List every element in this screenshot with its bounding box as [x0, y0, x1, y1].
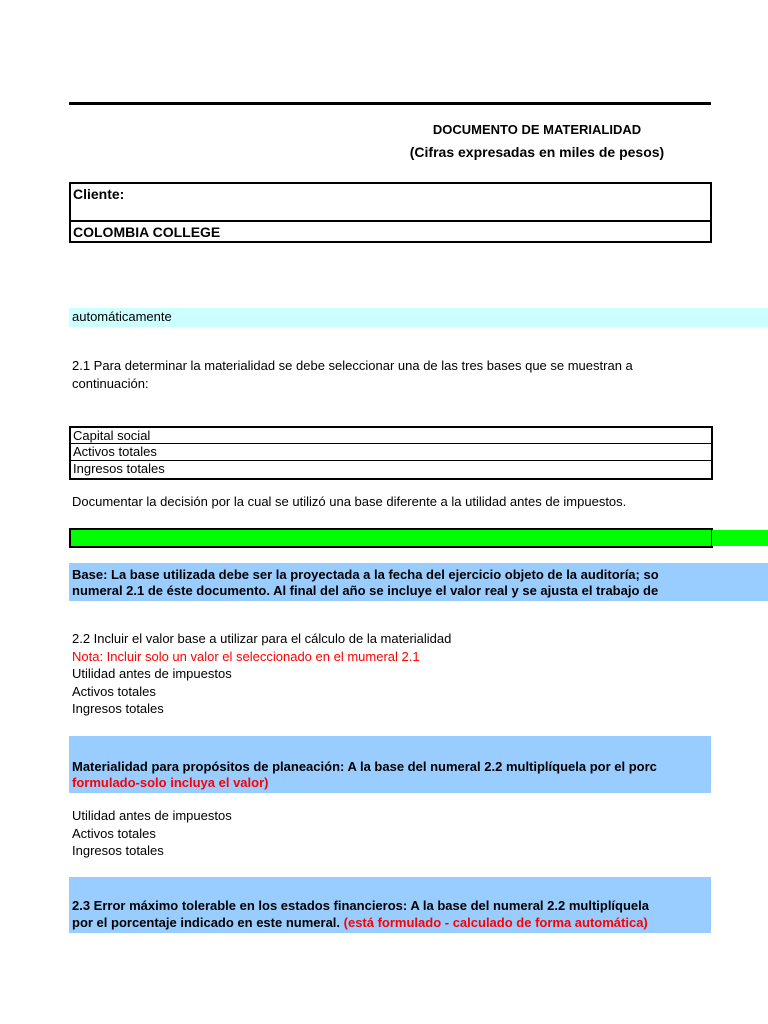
client-name[interactable]: COLOMBIA COLLEGE: [73, 224, 221, 240]
section-2-1-text-line1: 2.1 Para determinar la materialidad se debe seleccionar una de las tres bases que se muestran a: [72, 358, 633, 373]
decision-input-cell[interactable]: [69, 528, 713, 548]
section-2-1-text-line2: continuación:: [72, 376, 149, 391]
planning-box: [69, 736, 711, 793]
top-rule: [69, 102, 711, 105]
base-option-ingresos[interactable]: Ingresos totales: [73, 461, 165, 476]
bases-row-divider: [71, 443, 711, 444]
base-info-line2: numeral 2.1 de éste documento. Al final del año se incluye el valor real y se ajusta el trabajo de: [72, 583, 659, 598]
client-box: [69, 182, 712, 243]
document-title: DOCUMENTO DE MATERIALIDAD: [432, 122, 642, 137]
planning-line1: Materialidad para propósitos de planeación: A la base del numeral 2.2 multiplíquela por el porc: [72, 759, 657, 774]
auto-note-text: automáticamente: [72, 309, 172, 324]
base-info-extension: [711, 563, 768, 601]
bases-table: [69, 426, 713, 480]
section-2-3-line1: 2.3 Error máximo tolerable en los estados financieros: A la base del numeral 2.2 multiplíquela: [72, 898, 650, 913]
value-item-ingresos[interactable]: Ingresos totales: [72, 701, 164, 716]
section-2-2-line1: 2.2 Incluir el valor base a utilizar para el cálculo de la materialidad: [72, 631, 452, 646]
client-divider: [71, 220, 710, 222]
auto-note-bar: [69, 308, 768, 327]
section-2-3-line2-text: por el porcentaje indicado en este numeral.: [72, 915, 344, 930]
planning-item-activos[interactable]: Activos totales: [72, 826, 156, 841]
section-2-3-line2-red: (está formulado - calculado de forma automática): [343, 915, 648, 930]
decision-note: Documentar la decisión por la cual se utilizó una base diferente a la utilidad antes de impuestos.: [72, 494, 627, 509]
base-info-box: [69, 563, 711, 601]
decision-input-extension: [712, 530, 768, 546]
client-label: Cliente:: [73, 186, 125, 202]
document-subtitle: (Cifras expresadas en miles de pesos): [409, 144, 665, 160]
bases-row-divider: [71, 460, 711, 461]
planning-line2: formulado-solo incluya el valor): [72, 775, 269, 790]
base-option-activos[interactable]: Activos totales: [73, 444, 157, 459]
section-2-3-box: [69, 877, 711, 933]
base-option-capital[interactable]: Capital social: [73, 428, 151, 443]
planning-item-ingresos[interactable]: Ingresos totales: [72, 843, 164, 858]
section-2-2-note: Nota: Incluir solo un valor el seleccionado en el mumeral 2.1: [72, 649, 420, 664]
base-info-line1: Base: La base utilizada debe ser la proyectada a la fecha del ejercicio objeto de la auditoría; so: [72, 567, 659, 582]
section-2-3-line2: [72, 914, 648, 931]
planning-item-utilidad[interactable]: Utilidad antes de impuestos: [72, 808, 232, 823]
value-item-utilidad[interactable]: Utilidad antes de impuestos: [72, 666, 232, 681]
value-item-activos[interactable]: Activos totales: [72, 684, 156, 699]
